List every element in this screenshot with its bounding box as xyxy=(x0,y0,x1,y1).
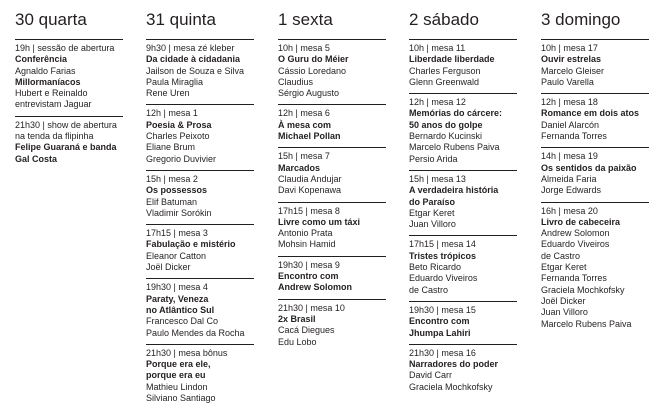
event-title: Felipe Guaraná e banda xyxy=(15,142,117,153)
event-title: 50 anos do golpe xyxy=(409,119,483,130)
day-column xyxy=(146,0,254,409)
event-participant: Eleanor Catton xyxy=(146,250,207,261)
event-title: Encontro com xyxy=(409,316,470,327)
event-participant: Bernardo Kucinski xyxy=(409,131,483,142)
event-block xyxy=(278,300,386,353)
event-title: Tristes trópicos xyxy=(409,250,477,261)
day-column xyxy=(541,0,649,335)
event-participant: David Carr xyxy=(409,370,453,381)
event-title: Os sentidos da paixão xyxy=(541,162,637,173)
event-participant: Francesco Dal Co xyxy=(146,316,219,327)
event-participant: Davi Kopenawa xyxy=(278,185,342,196)
event-time-venue: 12h | mesa 1 xyxy=(146,108,198,119)
event-title: Da cidade à cidadania xyxy=(146,54,241,65)
event-participant: Jailson de Souza e Silva xyxy=(146,65,245,76)
event-participant: Etgar Keret xyxy=(541,262,587,273)
event-time-venue: 21h30 | mesa bônus xyxy=(146,347,228,358)
event-title: Millormaníacos xyxy=(15,76,81,87)
event-participant: Cássio Loredano xyxy=(278,65,347,76)
event-participant: Claudia Andujar xyxy=(278,173,342,184)
event-block xyxy=(541,148,649,202)
event-participant: Marcelo Gleiser xyxy=(541,65,605,76)
event-participant: Persio Arida xyxy=(409,153,458,164)
event-participant: Marcelo Rubens Paiva xyxy=(541,318,632,329)
event-block xyxy=(278,105,386,148)
event-block xyxy=(146,279,254,344)
event-block xyxy=(541,203,649,335)
event-title: Encontro com xyxy=(278,271,339,282)
event-time-venue: 17h15 | mesa 3 xyxy=(146,228,208,239)
event-participant: Rene Uren xyxy=(146,88,190,99)
event-participant: entrevistam Jaguar xyxy=(15,99,92,110)
event-block xyxy=(146,105,254,170)
day-heading: 3 domingo xyxy=(541,10,621,29)
day-heading: 2 sábado xyxy=(409,10,479,29)
event-participant: Etgar Keret xyxy=(409,207,455,218)
event-title: Gal Costa xyxy=(15,153,58,164)
event-time-venue: 12h | mesa 6 xyxy=(278,108,330,119)
event-participant: Graciela Mochkofsky xyxy=(541,284,625,295)
event-title: Memórias do cárcere: xyxy=(409,108,503,119)
event-title: Livre como um táxi xyxy=(278,216,361,227)
event-participant: Juan Villoro xyxy=(409,219,456,230)
event-participant: Claudius xyxy=(278,76,314,87)
event-title: do Paraíso xyxy=(409,196,456,207)
event-block xyxy=(15,40,123,117)
event-block xyxy=(146,171,254,225)
event-participant: Cacá Diegues xyxy=(278,325,335,336)
event-note: na tenda da flipinha xyxy=(15,131,94,142)
event-list xyxy=(541,39,649,335)
event-block xyxy=(409,94,517,171)
event-participant: Charles Ferguson xyxy=(409,65,481,76)
event-participant: Charles Peixoto xyxy=(146,131,210,142)
event-time-venue: 19h30 | mesa 9 xyxy=(278,259,340,270)
event-list xyxy=(15,39,123,170)
event-participant: Agnaldo Farias xyxy=(15,65,76,76)
event-block xyxy=(278,203,386,257)
day-column xyxy=(409,0,517,398)
event-participant: Edu Lobo xyxy=(278,336,317,347)
event-participant: Vladimir Sorókin xyxy=(146,207,212,218)
event-participant: Almeida Faria xyxy=(541,173,597,184)
event-participant: Graciela Mochkofsky xyxy=(409,381,493,392)
event-participant: de Castro xyxy=(409,284,449,295)
event-title: Conferência xyxy=(15,54,68,65)
event-time-venue: 10h | mesa 11 xyxy=(409,43,466,53)
day-heading: 1 sexta xyxy=(278,10,333,29)
event-participant: Eduardo Viveiros xyxy=(409,273,478,284)
event-time-venue: 16h | mesa 20 xyxy=(541,205,598,216)
event-title: Poesia & Prosa xyxy=(146,119,212,130)
event-participant: Gregorio Duvivier xyxy=(146,153,217,164)
event-participant: Antonio Prata xyxy=(278,228,333,239)
event-title: Romance em dois atos xyxy=(541,108,640,119)
event-title: Porque era ele, xyxy=(146,359,211,370)
event-participant: Paulo Varella xyxy=(541,76,594,87)
event-block xyxy=(541,40,649,94)
event-time-venue: 19h30 | mesa 4 xyxy=(146,282,208,293)
event-block xyxy=(409,302,517,345)
event-block xyxy=(409,236,517,301)
event-list xyxy=(409,39,517,398)
event-participant: Sérgio Augusto xyxy=(278,88,340,99)
event-title: Livro de cabeceira xyxy=(541,216,621,227)
event-time-venue: 10h | mesa 17 xyxy=(541,43,598,53)
event-participant: Andrew Solomon xyxy=(541,228,610,239)
event-block xyxy=(278,148,386,202)
event-title: 2x Brasil xyxy=(278,313,316,324)
event-time-venue: 15h | mesa 13 xyxy=(409,173,466,184)
event-block xyxy=(278,257,386,300)
event-title: Ouvir estrelas xyxy=(541,54,602,65)
event-participant: Mohsin Hamid xyxy=(278,239,336,250)
event-time-venue: 12h | mesa 12 xyxy=(409,97,466,108)
event-participant: Daniel Alarcón xyxy=(541,119,600,130)
event-title: no Atlântico Sul xyxy=(146,304,215,315)
event-participant: Marcelo Rubens Paiva xyxy=(409,142,500,153)
event-participant: Fernanda Torres xyxy=(541,131,607,142)
event-time-venue: 21h30 | show de abertura xyxy=(15,119,117,130)
event-block xyxy=(146,225,254,279)
event-participant: Beto Ricardo xyxy=(409,262,462,273)
event-time-venue: 17h15 | mesa 8 xyxy=(278,205,340,216)
event-title: Marcados xyxy=(278,162,321,173)
event-block xyxy=(15,117,123,170)
event-title: O Guru do Méier xyxy=(278,54,349,65)
event-title: Fabulação e mistério xyxy=(146,239,236,250)
event-title: Liberdade liberdade xyxy=(409,54,495,65)
event-title: Jhumpa Lahiri xyxy=(409,327,471,338)
event-title: À mesa com xyxy=(278,119,332,130)
event-participant: Joël Dicker xyxy=(541,295,586,306)
event-title: Andrew Solomon xyxy=(278,282,352,293)
event-block xyxy=(278,40,386,105)
event-participant: Jorge Edwards xyxy=(541,185,602,196)
event-time-venue: 15h | mesa 7 xyxy=(278,151,330,162)
event-participant: Elif Batuman xyxy=(146,196,198,207)
event-time-venue: 21h30 | mesa 10 xyxy=(278,302,345,313)
event-title: Paraty, Veneza xyxy=(146,293,209,304)
event-block xyxy=(146,345,254,409)
event-block xyxy=(541,94,649,148)
event-time-venue: 14h | mesa 19 xyxy=(541,151,598,162)
event-title: Narradores do poder xyxy=(409,359,499,370)
event-participant: Glenn Greenwald xyxy=(409,76,480,87)
event-title: porque era eu xyxy=(146,370,206,381)
event-time-venue: 21h30 | mesa 16 xyxy=(409,347,476,358)
day-heading: 30 quarta xyxy=(15,10,87,29)
event-participant: Silviano Santiago xyxy=(146,393,216,404)
event-title: A verdadeira história xyxy=(409,185,499,196)
event-block xyxy=(146,40,254,105)
event-time-venue: 19h30 | mesa 15 xyxy=(409,304,476,315)
event-time-venue: 12h | mesa 18 xyxy=(541,97,598,108)
day-column xyxy=(15,0,123,170)
event-list xyxy=(278,39,386,353)
event-participant: Joël Dicker xyxy=(146,262,191,273)
event-participant: de Castro xyxy=(541,250,581,261)
event-block xyxy=(409,171,517,236)
event-block xyxy=(409,40,517,94)
event-participant: Paula Miraglia xyxy=(146,76,204,87)
event-time-venue: 19h | sessão de abertura xyxy=(15,43,115,53)
event-participant: Fernanda Torres xyxy=(541,273,607,284)
event-time-venue: 10h | mesa 5 xyxy=(278,43,330,53)
event-title: Os possessos xyxy=(146,185,208,196)
event-participant: Eliane Brum xyxy=(146,142,196,153)
event-time-venue: 17h15 | mesa 14 xyxy=(409,239,476,250)
event-time-venue: 9h30 | mesa zé kleber xyxy=(146,43,235,53)
event-participant: Mathieu Lindon xyxy=(146,381,208,392)
event-list xyxy=(146,39,254,409)
event-title: Michael Pollan xyxy=(278,131,341,142)
event-participant: Eduardo Viveiros xyxy=(541,239,610,250)
day-column xyxy=(278,0,386,353)
event-time-venue: 15h | mesa 2 xyxy=(146,173,198,184)
day-heading: 31 quinta xyxy=(146,10,216,29)
event-block xyxy=(409,345,517,398)
event-participant: Juan Villoro xyxy=(541,307,588,318)
event-participant: Paulo Mendes da Rocha xyxy=(146,327,245,338)
event-participant: Hubert e Reinaldo xyxy=(15,88,88,99)
